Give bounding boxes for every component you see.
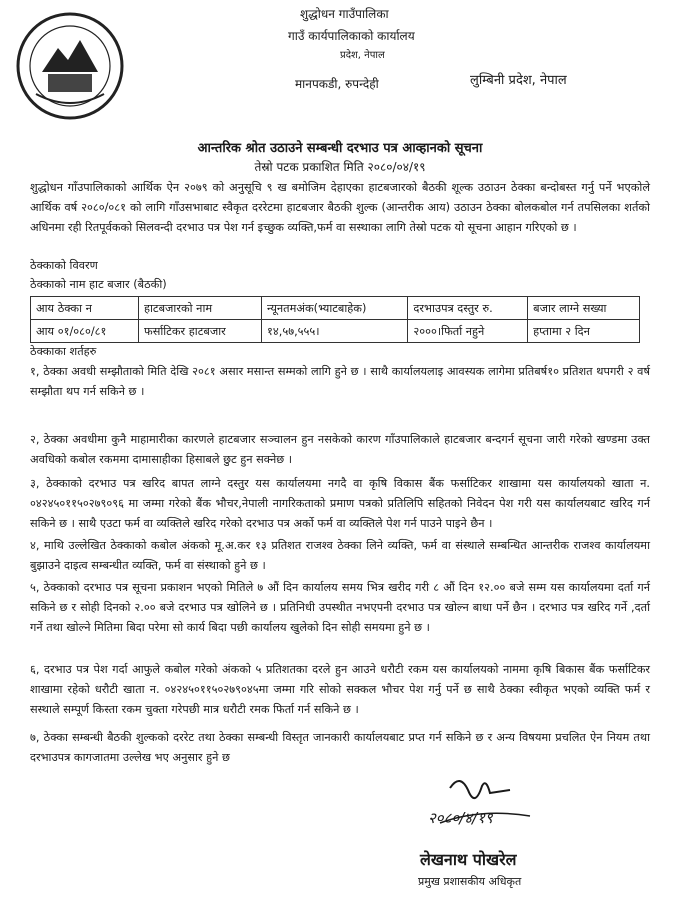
conditions-label: ठेक्काका शर्तहरु bbox=[30, 345, 97, 358]
condition-item: ५, ठेक्काको दरभाउ पत्र सूचना प्रकाशन भएको मितिले ७ औं दिन कार्यालय समय भित्र खरीद गरी ८ औं दिन १२.०० बजे सम्म यस कार्यालयमा दर्ता गर्न सकिने छ र सोही दिनको २.०० बजे दरभाउ पत्र खोलिने छ । प्रतिनिधी उपस्थीत नभएपनी दरभाउ पत्र खोल्न बाधा पर्ने छैन । दरभाउ पत्र खरिद गर्ने ,दर्ता गर्ने तथा खोल्ने मितिमा बिदा परेमा सो कार्य बिदा पछी कार्यालय खुलेको दिन सोही समयमा हुने छ । bbox=[30, 581, 650, 634]
condition-item: २, ठेक्का अवधीमा कुनै माहामारीका कारणले हाटबजार सञ्चालन हुन नसकेको कारण गाँउपालिकाले हाटबजार बन्दगर्न सूचना जारी गरेको खण्डमा उक्त अवधिको कबोल रकममा दामासाहीका हिसाबले छुट हुन सक्नेछ । bbox=[30, 433, 650, 466]
table-cell: हप्तामा २ दिन bbox=[528, 320, 640, 343]
condition-item: ७, ठेक्का सम्बन्धी बैठकी शुल्कको दररेट तथा ठेक्का सम्बन्धी विस्तृत जानकारी कार्यालयबाट प्रप्त गर्न सकिने छ र अन्य विषयमा प्रचलित ऐन नियम तथा दरभाउपत्र कागजातमा उल्लेख भए अनुसार हुने छ bbox=[30, 731, 650, 764]
signatory-name: लेखनाथ पोखरेल bbox=[420, 850, 517, 869]
notice-title: आन्तरिक श्रोत उठाउने सम्बन्धी दरभाउ पत्र आव्हानको सूचना bbox=[197, 141, 483, 156]
header-cell: आय ठेक्का न bbox=[31, 297, 139, 320]
header-cell: बजार लाग्ने सख्या bbox=[528, 297, 640, 320]
publish-date: तेस्रो पटक प्रकाशित मिति २०८०/०४/१९ bbox=[254, 160, 426, 174]
signature-date: २०८०/४/१९ bbox=[428, 809, 493, 827]
table-cell: फर्साटिकर हाटबजार bbox=[138, 320, 261, 343]
header-cell: हाटबजारको नाम bbox=[138, 297, 261, 320]
condition-item: ६, दरभाउ पत्र पेश गर्दा आफुले कबोल गरेको अंकको ५ प्रतिशतका दरले हुन आउने धरौटी रकम यस कार्यालयको नाममा कृषि बिकास बैंक फर्साटिकर शाखामा रहेको धरौटी खाता न. ०४२४५०११५०२७९०४५मा जम्मा गरि सोको सक्कल भौचर पेश गर्नु पर्ने छ साथै ठेक्का स्वीकृत भएको व्यक्ति फर्म र सस्थाले सम्पूर्ण किस्ता रकम चुक्ता गरेपछी मात्र धरौटी रमक फिर्ता गर्न सकिने छ । bbox=[30, 663, 650, 716]
office-address: मानपकडी, रुपन्देही bbox=[295, 77, 379, 91]
province-label: लुम्बिनी प्रदेश, नेपाल bbox=[470, 73, 567, 88]
intro-paragraph: शुद्धोधन गाँउपालिकाको आर्थिक ऐन २०७९ को अनुसूचि ९ ख बमोजिम देहाएका हाटबजारको बैठकी शूल्क उठाउन ठेक्का बन्दोबस्त गर्नु पर्ने भएकोले आर्थिक वर्ष २०८०/०८१ को लागि गाँउसभाबाट स्वैकृत दररेटमा हाटबजार बैठकी शुल्क (आन्तरीक आय) उठाउन ठेक्का बोलकबोल गर्न तपसिलका शर्तको अधिनमा रही रितपूर्वकको सिलवन्दी दरभाउ पत्र पेश गर्न इच्छुक व्यक्ति,फर्म वा सस्थाका लागि तेस्रो पटक यो सूचना आहान गरिएको छ । bbox=[30, 181, 650, 234]
contract-table bbox=[30, 296, 640, 343]
table-cell: २०००।फिर्ता नहुने bbox=[408, 320, 528, 343]
table-header-row bbox=[31, 297, 640, 320]
table-row bbox=[31, 320, 640, 343]
table-cell: १४,५७,५५५। bbox=[262, 320, 408, 343]
office-name: शुद्धोधन गाउँपालिका bbox=[300, 7, 389, 21]
header-cell: दरभाउपत्र दस्तुर रु. bbox=[408, 297, 528, 320]
condition-item: ४, माथि उल्लेखित ठेक्काको कबोल अंकको मू.अ.कर १३ प्रतिशत राजश्व ठेक्का लिने व्यक्ति, फर्म वा संस्थाले सम्बन्धित आन्तरीक राजश्व कार्यालयमा बुझाउने दाइत्व सम्बन्धीत व्यक्ति, फर्म वा संस्थाको हुने छ । bbox=[30, 539, 650, 572]
details-label: ठेक्काको विवरण bbox=[30, 259, 98, 272]
government-emblem bbox=[14, 10, 126, 122]
condition-item: १, ठेक्का अवधी सम्झौताको मिति देखि २०८१ असार मसान्त सम्मको लागि हुने छ । साथै कार्यालयलाइ आवस्यक लागेमा प्रतिबर्ष१० प्रतिशत थपगरी २ वर्ष सम्झौता थप गर्न सकिने छ । bbox=[30, 365, 650, 398]
header-cell: न्यूनतमअंक(भ्याटबाहेक) bbox=[262, 297, 408, 320]
office-subtitle: गाउँ कार्यपालिकाको कार्यालय bbox=[288, 29, 415, 43]
office-province-line: प्रदेश, नेपाल bbox=[340, 50, 385, 61]
signatory-title: प्रमुख प्रशासकीय अधिकृत bbox=[418, 875, 522, 888]
table-cell: आय ०१/०८०/८१ bbox=[31, 320, 139, 343]
condition-item: ३, ठेक्काको दरभाउ पत्र खरिद बापत लाग्ने दस्तुर यस कार्यालयमा नगदै वा कृषि विकास बैंक फर्साटिकर शाखामा यस कार्यालयको खाता न. ०४२४५०११५०२७९०९६ मा जम्मा गरेको बैंक भौचर,नेपाली नागरिकताको प्रमाण पत्रको प्रतिलिपि सहितको निवेदन पेश गरी यस कार्यालयबाट खरिद गर्न सकिने छ । साथै एउटा फर्म वा व्यक्तिले खरिद गरेको दरभाउ पत्र अर्को फर्म वा व्यक्तिले पेश गर्न पाउने पाइने छैन । bbox=[30, 477, 650, 530]
table-label: ठेक्काको नाम हाट बजार (बैठकी) bbox=[30, 278, 167, 291]
